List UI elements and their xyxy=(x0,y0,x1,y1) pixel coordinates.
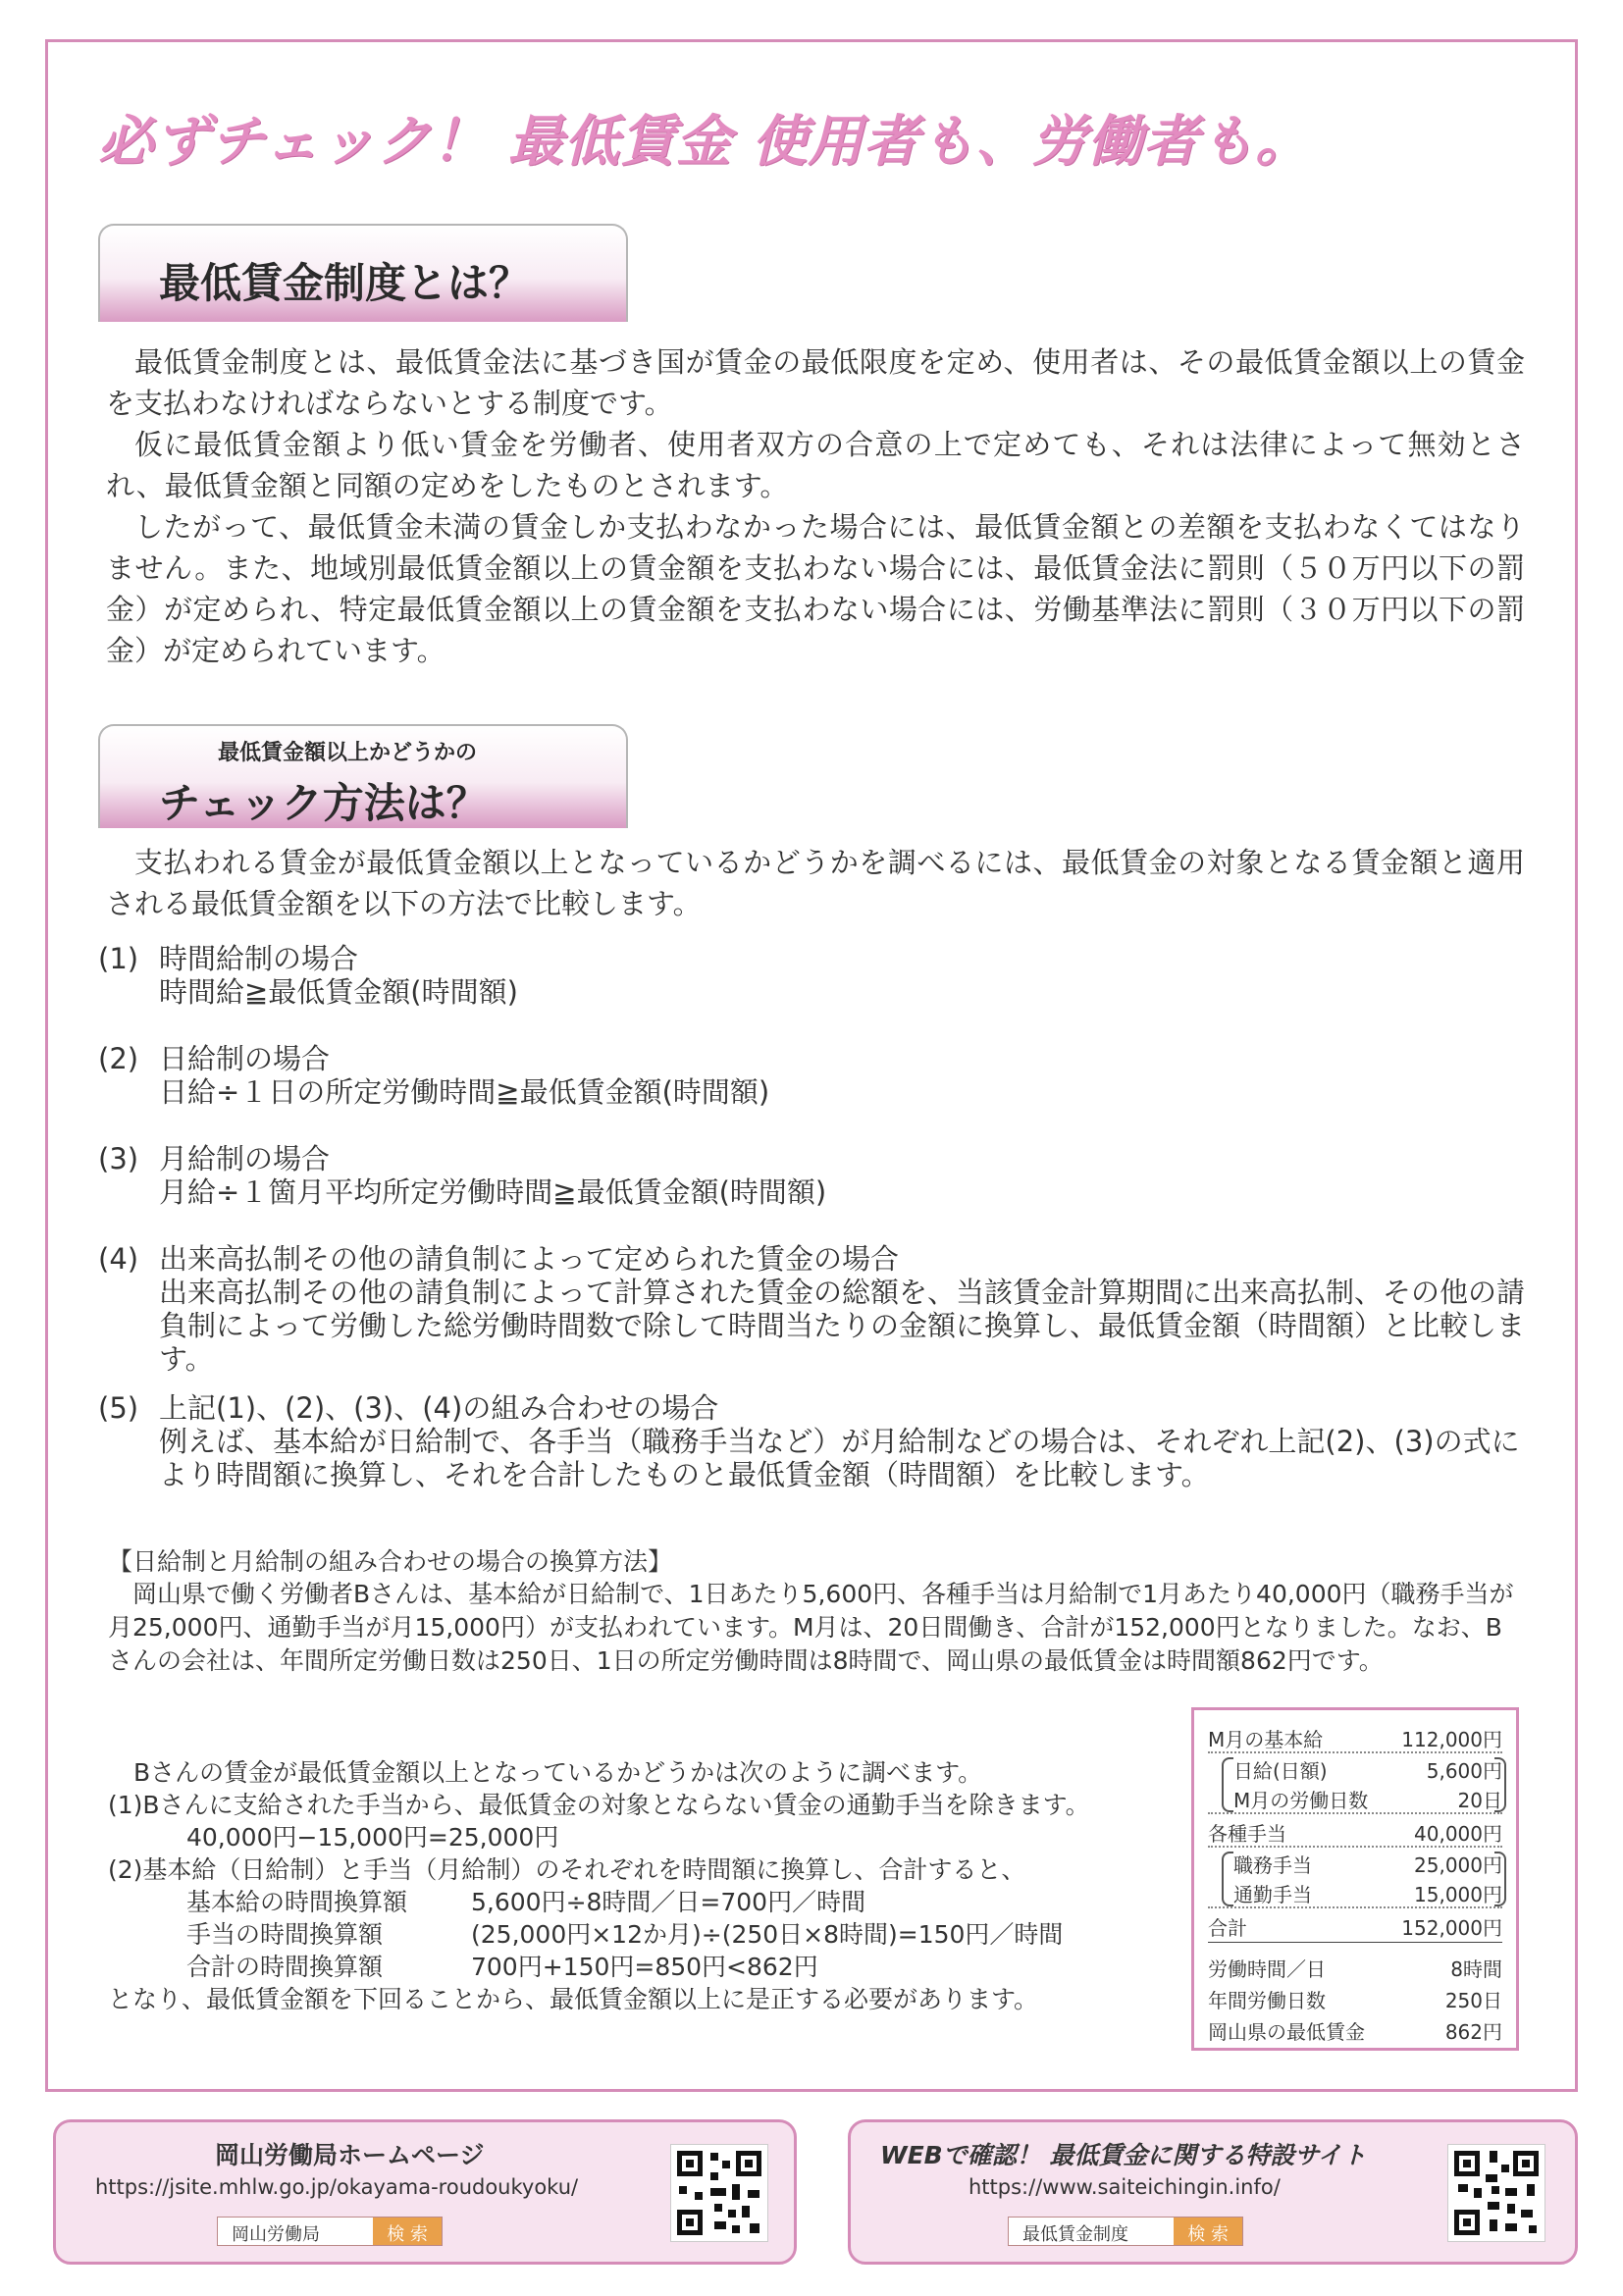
method-number: (3) xyxy=(98,1142,139,1175)
row-divider xyxy=(1208,1751,1502,1753)
summary-row xyxy=(1208,1954,1502,1981)
summary-label: 年間労働日数 xyxy=(1208,1989,1326,2012)
method-heading: 時間給制の場合 xyxy=(159,942,359,975)
footer-box-minimum-wage-site xyxy=(848,2119,1578,2265)
method-item-4 xyxy=(98,1242,1531,1376)
section1-title: 最低賃金制度とは？ xyxy=(159,259,531,307)
summary-row xyxy=(1208,1785,1502,1812)
bracket-right xyxy=(1494,1852,1506,1906)
summary-value: 112,000円 xyxy=(1401,1728,1502,1751)
summary-label: M月の基本給 xyxy=(1208,1728,1324,1751)
footer-right-search-keyword: 最低賃金制度 xyxy=(1022,2224,1128,2245)
method-heading: 月給制の場合 xyxy=(159,1142,331,1175)
summary-label: 各種手当 xyxy=(1208,1822,1286,1846)
footer-left-title: 岡山労働局ホームページ xyxy=(215,2141,485,2169)
footer-right-search-box[interactable] xyxy=(1008,2217,1243,2246)
row-divider xyxy=(1208,1906,1502,1908)
summary-value: 8時間 xyxy=(1450,1957,1502,1981)
row-divider xyxy=(1208,1812,1502,1814)
method-number: (1) xyxy=(98,942,139,975)
summary-value: 40,000円 xyxy=(1414,1822,1502,1846)
method-description: 出来高払制その他の請負制によって計算された賃金の総額を、当該賃金計算期間に出来高払制、その他の請負制によって労働した総労働時間数で除して時間当たりの金額に換算し、最低賃金額（時間額）と比較します。 xyxy=(159,1276,1526,1376)
wage-summary-table xyxy=(1191,1707,1519,2051)
section2-heading-box xyxy=(98,724,628,828)
summary-label: 日給(日額) xyxy=(1233,1759,1328,1783)
calc-row xyxy=(108,1951,1207,1983)
qr-code-icon[interactable] xyxy=(670,2144,768,2242)
footer-left-url[interactable]: https://jsite.mhlw.go.jp/okayama-roudoukyoku/ xyxy=(95,2175,579,2199)
example-paragraph xyxy=(108,1578,1523,1678)
section2-intro xyxy=(106,842,1525,924)
section2-intro-text: 支払われる賃金が最低賃金額以上となっているかどうかを調べるには、最低賃金の対象となる賃金額と適用される最低賃金額を以下の方法で比較します。 xyxy=(106,846,1525,920)
method-number: (5) xyxy=(98,1391,139,1425)
summary-value: 15,000円 xyxy=(1414,1883,1502,1906)
row-divider xyxy=(1208,1942,1502,1943)
summary-label: 岡山県の最低賃金 xyxy=(1208,2020,1365,2044)
footer-right-url[interactable]: https://www.saiteichingin.info/ xyxy=(969,2175,1281,2199)
row-divider xyxy=(1208,1846,1502,1848)
method-formula: 時間給≧最低賃金額(時間額) xyxy=(159,975,518,1009)
page-headline: 必ずチェック！ 最低賃金 使用者も、労働者も。 xyxy=(98,110,1312,174)
footer-left-search-button[interactable]: 検 索 xyxy=(373,2218,442,2245)
calc-row-label: 基本給の時間換算額 xyxy=(186,1888,408,1916)
summary-value: 5,600円 xyxy=(1426,1759,1502,1783)
summary-row xyxy=(1208,1879,1502,1906)
section1-heading-box xyxy=(98,224,628,322)
summary-row xyxy=(1208,1850,1502,1877)
qr-code-icon[interactable] xyxy=(1447,2144,1545,2242)
summary-row xyxy=(1208,1818,1502,1846)
method-formula: 日給÷１日の所定労働時間≧最低賃金額(時間額) xyxy=(159,1075,770,1109)
calc-step2: (2)基本給（日給制）と手当（月給制）のそれぞれを時間額に換算し、合計すると、 xyxy=(108,1855,1026,1884)
summary-value: 250日 xyxy=(1444,1989,1502,2012)
footer-box-labour-bureau xyxy=(53,2119,797,2265)
calc-row-formula: 700円+150円=850円<862円 xyxy=(471,1953,818,1981)
summary-label: 通勤手当 xyxy=(1233,1883,1312,1906)
method-item-1 xyxy=(98,942,1531,1009)
method-description: 例えば、基本給が日給制で、各手当（職務手当など）が月給制などの場合は、それぞれ上記(2)、(3)の式により時間額に換算し、それを合計したものと最低賃金額（時間額）を比較します。 xyxy=(159,1425,1520,1491)
calc-intro: Bさんの賃金が最低賃金額以上となっているかどうかは次のように調べます。 xyxy=(133,1758,983,1787)
method-heading: 日給制の場合 xyxy=(159,1042,331,1075)
bracket-left xyxy=(1222,1852,1233,1906)
method-heading: 上記(1)、(2)、(3)、(4)の組み合わせの場合 xyxy=(159,1391,719,1425)
bracket-right xyxy=(1494,1757,1506,1812)
calculation-block xyxy=(108,1756,1207,2015)
summary-row xyxy=(1208,1912,1502,1940)
example-paragraph-text: 岡山県で働く労働者Bさんは、基本給が日給制で、1日あたり5,600円、各種手当は月給制で1月あたり40,000円（職務手当が月25,000円、通勤手当が月15,000円）が支払われています。M月は、20日間働き、合計が152,000円となりました。なお、Bさんの会社は、年間所定労働日数は250日、1日の所定労働時間は8時間で、岡山県の最低賃金は時間額862円です。 xyxy=(108,1580,1514,1675)
section2-subtitle: 最低賃金額以上かどうかの xyxy=(218,741,478,765)
method-item-2 xyxy=(98,1042,1531,1109)
summary-row xyxy=(1208,2016,1502,2044)
section1-paragraph: 仮に最低賃金額より低い賃金を労働者、使用者双方の合意の上で定めても、それは法律によって無効とされ、最低賃金額と同額の定めをしたものとされます。 xyxy=(106,428,1525,502)
calc-row xyxy=(108,1886,1207,1918)
summary-label: 合計 xyxy=(1208,1916,1247,1940)
method-number: (4) xyxy=(98,1242,139,1276)
summary-row xyxy=(1208,1755,1502,1783)
method-formula: 月給÷１箇月平均所定労働時間≧最低賃金額(時間額) xyxy=(159,1175,827,1209)
section1-paragraph: したがって、最低賃金未満の賃金しか支払わなかった場合には、最低賃金額との差額を支払わなくてはなりません。また、地域別最低賃金額以上の賃金額を支払わない場合には、最低賃金法に罰則（５０万円以下の罰金）が定められ、特定最低賃金額以上の賃金額を支払わない場合には、労働基準法に罰則（３０万円以下の罰金）が定められています。 xyxy=(106,510,1525,667)
summary-value: 862円 xyxy=(1444,2020,1502,2044)
summary-value: 152,000円 xyxy=(1401,1916,1502,1940)
section1-body xyxy=(106,341,1525,671)
section2-title: チェック方法は？ xyxy=(159,779,488,827)
calc-row-label: 合計の時間換算額 xyxy=(186,1953,384,1981)
calc-row-formula: (25,000円×12か月)÷(250日×8時間)=150円／時間 xyxy=(471,1920,1064,1949)
calc-step1: (1)Bさんに支給された手当から、最低賃金の対象とならない賃金の通勤手当を除きます。 xyxy=(108,1791,1090,1819)
method-number: (2) xyxy=(98,1042,139,1075)
footer-left-search-keyword: 岡山労働局 xyxy=(232,2224,320,2245)
calc-row-label: 手当の時間換算額 xyxy=(186,1920,384,1949)
calc-conclusion: となり、最低賃金額を下回ることから、最低賃金額以上に是正する必要があります。 xyxy=(108,1985,1039,2013)
footer-left-search-box[interactable] xyxy=(217,2217,443,2246)
footer-right-search-button[interactable]: 検 索 xyxy=(1174,2218,1242,2245)
summary-row xyxy=(1208,1985,1502,2012)
summary-label: M月の労働日数 xyxy=(1233,1789,1369,1812)
summary-row xyxy=(1208,1724,1502,1751)
calc-row-formula: 5,600円÷8時間／日=700円／時間 xyxy=(471,1888,866,1916)
summary-label: 職務手当 xyxy=(1233,1853,1312,1877)
bracket-left xyxy=(1222,1757,1233,1812)
calc-step1-formula: 40,000円−15,000円=25,000円 xyxy=(186,1823,559,1852)
example-title: 【日給制と月給制の組み合わせの場合の換算方法】 xyxy=(108,1547,673,1576)
footer-right-title: WEBで確認！ 最低賃金に関する特設サイト xyxy=(880,2141,1367,2169)
summary-value: 25,000円 xyxy=(1414,1853,1502,1877)
calc-row xyxy=(108,1918,1207,1951)
section1-paragraph: 最低賃金制度とは、最低賃金法に基づき国が賃金の最低限度を定め、使用者は、その最低賃金額以上の賃金を支払わなければならないとする制度です。 xyxy=(106,345,1525,420)
summary-label: 労働時間／日 xyxy=(1208,1957,1326,1981)
summary-value: 20日 xyxy=(1457,1789,1502,1812)
method-item-3 xyxy=(98,1142,1531,1209)
method-item-5 xyxy=(98,1391,1531,1491)
method-heading: 出来高払制その他の請負制によって定められた賃金の場合 xyxy=(159,1242,900,1276)
